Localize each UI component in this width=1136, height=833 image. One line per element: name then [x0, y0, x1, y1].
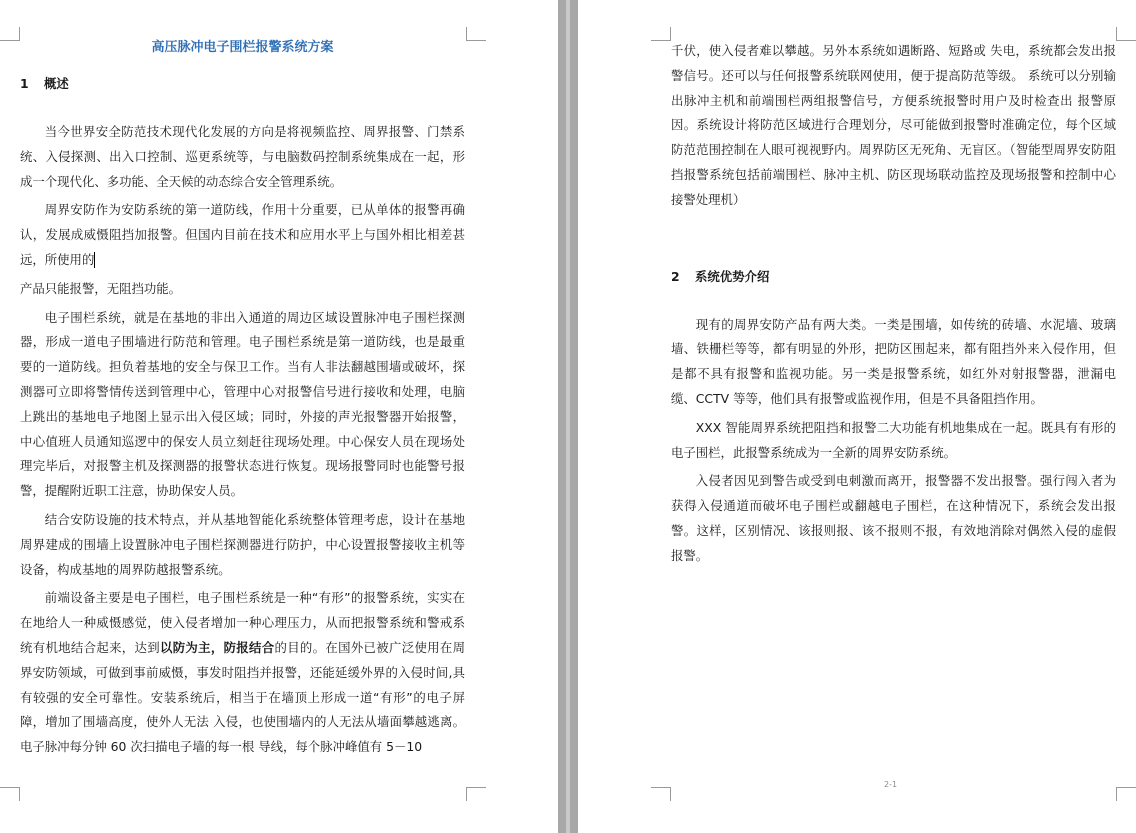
text-cursor: [94, 252, 95, 268]
section-title: 概述: [44, 76, 69, 91]
page-gutter: [558, 0, 578, 833]
crop-mark: [1116, 787, 1136, 801]
crop-mark: [0, 787, 20, 801]
paragraph: 前端设备主要是电子围栏，电子围栏系统是一种“有形”的报警系统，实实在在地给人一种威慑感觉，使入侵者增加一种心理压力，从而把报警系统和警戒系统有机地结合起来，达到以防为主，防报结合的目的。在国外已被广泛使用在周界安防领域，可做到事前威慑，事发时阻挡并报警，还能延缓外界的入侵时间,具有较强的安全可靠性。安装系统后，相当于在墙顶上形成一道“有形”的电子屏障，增加了围墙高度，使外人无法 入侵，也使围墙内的人无法从墙面攀越逃离。电子脉冲每分钟 60 次扫描电子墙的每一根 导线，每个脉冲峰值有 5－10: [20, 590, 466, 755]
document-page-left[interactable]: [0, 0, 558, 833]
page-content[interactable]: [671, 39, 1116, 573]
crop-mark: [466, 27, 486, 41]
paragraph: 结合安防设施的技术特点，并从基地智能化系统整体管理考虑，设计在基地周界建成的围墙上设置脉冲电子围栏探测器进行防护，中心设置报警接收主机等设备，构成基地的周界防越报警系统。: [20, 511, 465, 577]
paragraph: 电子围栏系统，就是在基地的非出入通道的周边区域设置脉冲电子围栏探测器，形成一道电子围墙进行防范和管理。电子围栏系统是第一道防线，也是最重要的一道防线。担负着基地的安全与保卫工作。当有人非法翻越围墙或破坏，探测器可立即将警情传送到管理中心，管理中心对报警信号进行接收和处理，电脑上跳出的基地电子地图上显示出入侵区域；同时，外接的声光报警器开始报警，中心值班人员通知巡逻中的保安人员立刻赶往现场处理。中心保安人员在现场处理完毕后，对报警主机及探测器的报警状态进行恢复。现场报警同时也能警号报警，提醒附近职工注意，协助保安人员。: [20, 309, 465, 499]
paragraph: 入侵者因见到警告或受到电刺激而离开，报警器不发出报警。强行闯入者为获得入侵通道而破坏电子围栏或翻越电子围栏，在这种情况下，系统会发出报警。这样，区别情况、该报则报、该不报则不报，有效地消除对偶然入侵的虚假报警。: [671, 473, 1116, 563]
crop-mark: [466, 787, 486, 801]
crop-mark: [651, 27, 671, 41]
bold-text: 以防为主，防报结合: [159, 639, 275, 655]
crop-mark: [0, 27, 20, 41]
paragraph: 产品只能报警，无阻挡功能。: [20, 280, 182, 296]
document-page-right[interactable]: [578, 0, 1136, 833]
section-title: 系统优势介绍: [695, 268, 770, 284]
paragraph: 千伏，使入侵者难以攀越。另外本系统如遇断路、短路或 失电，系统都会发出报警信号。还可以与任何报警系统联网使用，便于提高防范等级。 系统可以分别输出脉冲主机和前端围栏两组报警信号，方便系统报警时用户及时检查出 报警原因。系统设计将防范区域进行合理划分，尽可能做到报警时准确定位，每个区域 防范范围控制在人眼可视视野内。周界防区无死角、无盲区。（智能型周界安防阻挡报警系统包括前端围栏、脉冲主机、防区现场联动监控及现场报警和控制中心接警处理机）: [671, 43, 1116, 207]
section-number: 1: [20, 76, 29, 91]
paragraph: 当今世界安全防范技术现代化发展的方向是将视频监控、周界报警、门禁系统、入侵探测、出入口控制、巡更系统等，与电脑数码控制系统集成在一起，形成一个现代化、多功能、全天候的动态综合安全管理系统。: [20, 124, 465, 189]
section-number: 2: [671, 268, 680, 284]
paragraph: XXX 智能周界系统把阻挡和报警二大功能有机地集成在一起。既具有有形的电子围栏，此报警系统成为一全新的周界安防系统。: [671, 419, 1116, 460]
paragraph: 现有的周界安防产品有两大类。一类是围墙，如传统的砖墙、水泥墙、玻璃墙、铁栅栏等等，都有明显的外形，把防区围起来，都有阻挡外来入侵作用，但是都不具有报警和监视功能。另一类是报警系统，如红外对射报警器，泄漏电缆、CCTV 等等，他们具有报警或监视作用，但是不具备阻挡作用。: [671, 316, 1116, 406]
paragraph: 周界安防作为安防系统的第一道防线，作用十分重要，已从单体的报警再确认，发展成威慑阻挡加报警。但国内目前在技术和应用水平上与国外相比相差甚远，所使用的: [20, 202, 465, 267]
section-heading: [671, 265, 1116, 289]
document-title: 高压脉冲电子围栏报警系统方案: [151, 40, 334, 55]
crop-mark: [1116, 27, 1136, 41]
page-content[interactable]: [20, 36, 465, 764]
page-number: 2-1: [884, 780, 898, 789]
section-heading: [20, 72, 465, 96]
crop-mark: [651, 787, 671, 801]
